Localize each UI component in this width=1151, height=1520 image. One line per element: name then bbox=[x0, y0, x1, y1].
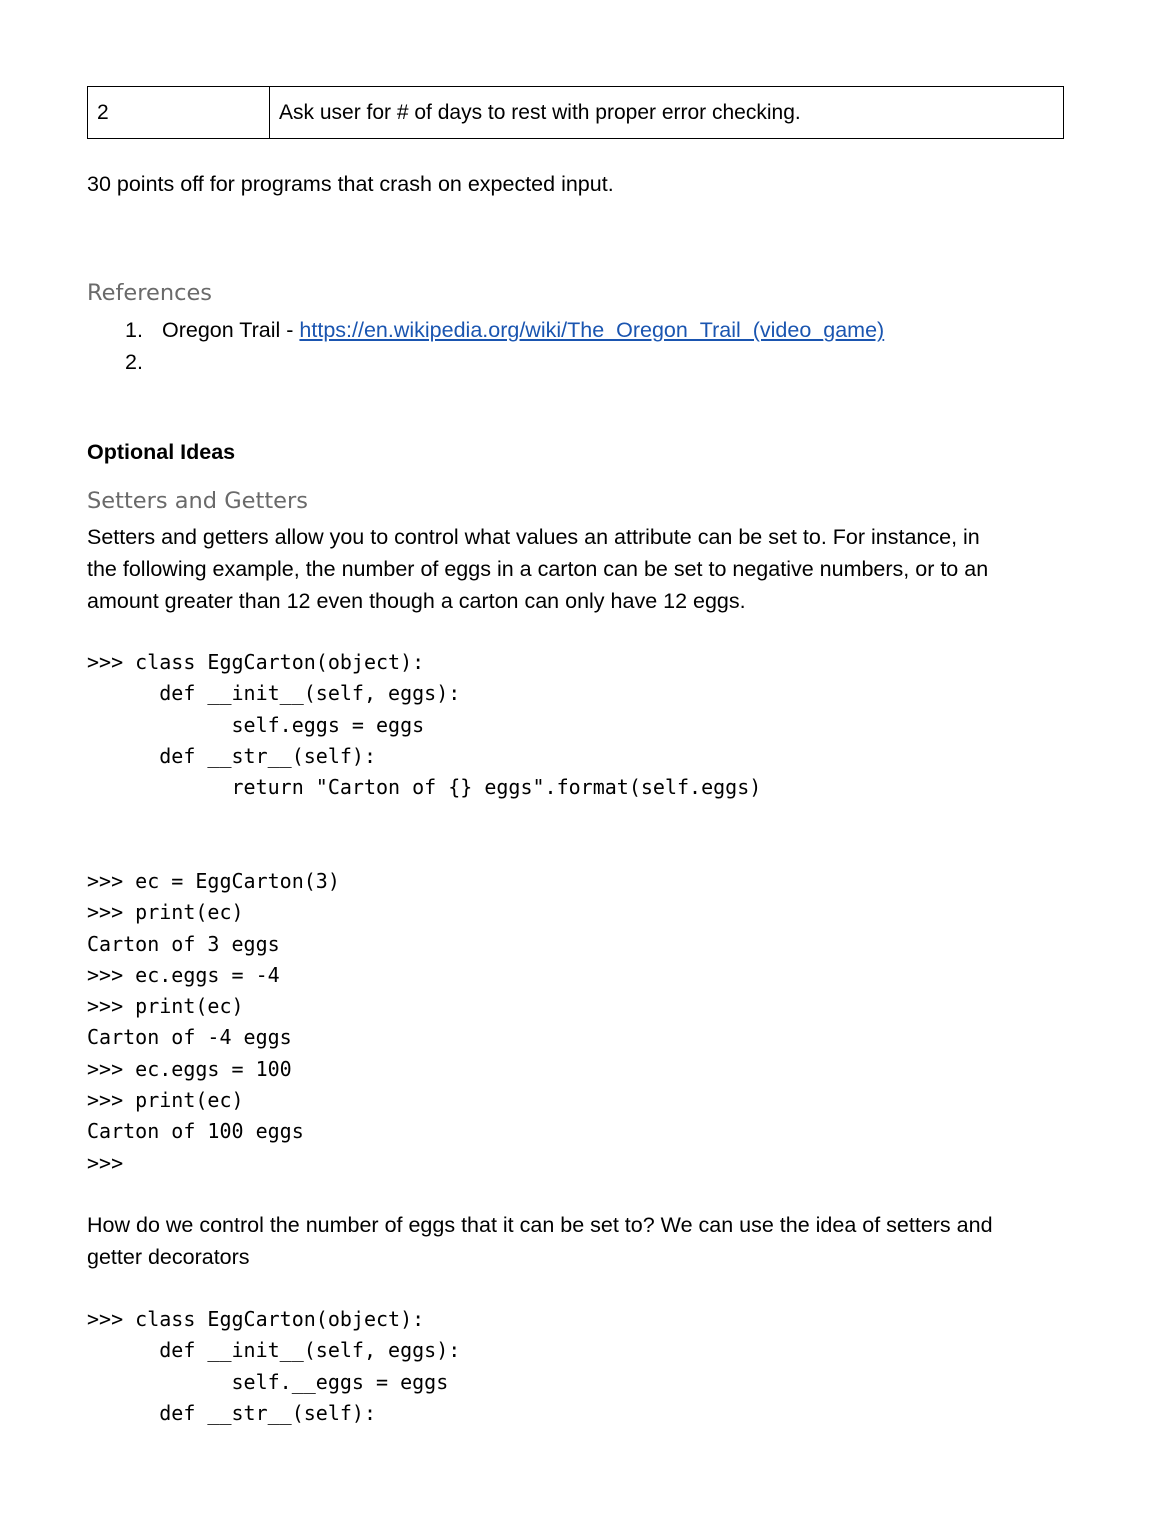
references-list bbox=[87, 314, 884, 378]
code-line: def __str__(self): bbox=[87, 1400, 376, 1425]
code-line: return "Carton of {} eggs".format(self.eggs) bbox=[87, 775, 762, 800]
code-line: >>> print(ec) bbox=[87, 900, 244, 925]
setters-getters-heading: Setters and Getters bbox=[87, 488, 308, 514]
code-line: >>> ec.eggs = 100 bbox=[87, 1056, 292, 1081]
code-line: >>> print(ec) bbox=[87, 994, 244, 1019]
list-item bbox=[87, 346, 884, 378]
reference-link[interactable]: https://en.wikipedia.org/wiki/The_Oregon_Trail_(video_game) bbox=[299, 318, 885, 342]
code-block-interactive-session bbox=[87, 866, 340, 1179]
points-cell: 2 bbox=[88, 87, 270, 139]
code-line: Carton of -4 eggs bbox=[87, 1025, 292, 1050]
code-line: def __init__(self, eggs): bbox=[87, 681, 461, 706]
rubric-table bbox=[87, 86, 1064, 139]
list-number: 2. bbox=[125, 350, 143, 374]
text-line: the following example, the number of eggs in a carton can be set to negative numbers, or to an bbox=[87, 557, 989, 581]
reference-text: Oregon Trail - bbox=[162, 318, 300, 342]
code-line: self.__eggs = eggs bbox=[87, 1369, 449, 1394]
code-block-class-definition bbox=[87, 647, 761, 803]
code-line: self.eggs = eggs bbox=[87, 712, 425, 737]
list-number: 1. bbox=[125, 318, 143, 342]
list-item bbox=[87, 314, 884, 346]
code-line: def __str__(self): bbox=[87, 743, 376, 768]
description-cell: Ask user for # of days to rest with proper error checking. bbox=[270, 87, 1064, 139]
code-line: >>> class EggCarton(object): bbox=[87, 650, 425, 674]
code-line: >>> print(ec) bbox=[87, 1088, 244, 1113]
code-line: Carton of 3 eggs bbox=[87, 931, 280, 956]
code-line: >>> class EggCarton(object): bbox=[87, 1307, 425, 1331]
text-line: Setters and getters allow you to control what values an attribute can be set to. For instance, in bbox=[87, 525, 980, 549]
code-line: Carton of 100 eggs bbox=[87, 1119, 304, 1144]
code-line: >>> bbox=[87, 1150, 124, 1175]
references-heading: References bbox=[87, 280, 213, 306]
text-line: How do we control the number of eggs that it can be set to? We can use the idea of setters and bbox=[87, 1213, 993, 1237]
code-line: def __init__(self, eggs): bbox=[87, 1338, 461, 1363]
text-line: amount greater than 12 even though a carton can only have 12 eggs. bbox=[87, 589, 746, 613]
code-block-private-attribute bbox=[87, 1304, 460, 1429]
optional-ideas-heading: Optional Ideas bbox=[87, 440, 236, 464]
code-line: >>> ec.eggs = -4 bbox=[87, 962, 280, 987]
code-line: >>> ec = EggCarton(3) bbox=[87, 869, 340, 893]
setters-getters-intro bbox=[87, 521, 1067, 617]
table-row bbox=[88, 87, 1064, 139]
text-line: getter decorators bbox=[87, 1245, 250, 1269]
decorator-question bbox=[87, 1209, 1077, 1273]
crash-penalty-note: 30 points off for programs that crash on expected input. bbox=[87, 172, 614, 196]
